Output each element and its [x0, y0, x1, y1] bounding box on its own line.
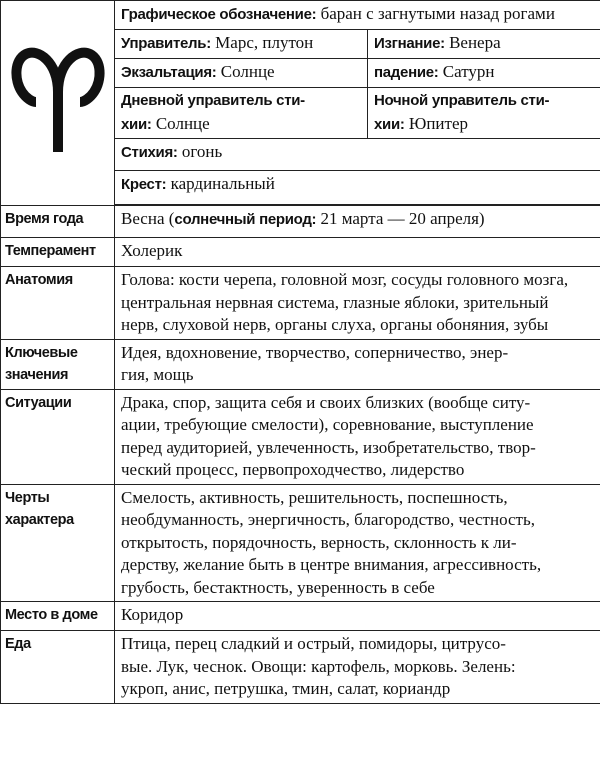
- temperament-label: Темперамент: [1, 238, 115, 267]
- ruler-cell: Управитель: Марс, плутон: [115, 30, 368, 59]
- day-ruler-cell: Дневной управитель сти- хии: Солнце: [115, 88, 368, 139]
- cross-cell: Крест: кардинальный: [115, 171, 600, 205]
- aries-glyph-icon: [8, 40, 108, 160]
- home-value: Коридор: [115, 602, 600, 631]
- anatomy-value: Голова: кости черепа, головной мозг, сосуды головного мозга, центральная нервная система, глазные яблоки, зрительный нерв, слуховой нерв, органы слуха, органы обоняния, зубы: [115, 267, 600, 340]
- situations-label: Ситуации: [1, 389, 115, 484]
- season-value: Весна (солнечный период: 21 марта — 20 апреля): [115, 206, 600, 238]
- food-value: Птица, перец сладкий и острый, помидоры, цитрусо- вые. Лук, чеснок. Овощи: картофель, морковь. Зелень: укроп, анис, петрушка, тмин, салат, кориандр: [115, 631, 600, 704]
- anatomy-label: Анатомия: [1, 267, 115, 340]
- traits-label: Черты характера: [1, 484, 115, 602]
- element-cell: Стихия: огонь: [115, 139, 600, 171]
- night-ruler-cell: Ночной управитель сти- хии: Юпитер: [368, 88, 600, 139]
- keywords-label: Ключевые значения: [1, 339, 115, 389]
- home-label: Место в доме: [1, 602, 115, 631]
- symbol-description: Графическое обозначение: баран с загнутыми назад рогами: [115, 1, 600, 30]
- keywords-value: Идея, вдохновение, творчество, соперничество, энер- гия, мощь: [115, 339, 600, 389]
- situations-value: Драка, спор, защита себя и своих близких (вообще ситу- ации, требующие смелости), соревнование, выступление перед аудиторией, увлеченность, изобретательство, твор- ческий процесс, первопроходчество, лидерство: [115, 389, 600, 484]
- temperament-value: Холерик: [115, 238, 600, 267]
- fall-cell: падение: Сатурн: [368, 59, 600, 88]
- sign-symbol-cell: [1, 1, 115, 206]
- food-label: Еда: [1, 631, 115, 704]
- exaltation-cell: Экзальтация: Солнце: [115, 59, 368, 88]
- traits-value: Смелость, активность, решительность, поспешность, необдуманность, энергичность, благородство, честность, открытость, порядочность, верность, склонность к ли- дерству, желание быть в центре внимания, агрессивность, грубость, бестактность, уверенность в себе: [115, 484, 600, 602]
- season-label: Время года: [1, 206, 115, 238]
- detriment-cell: Изгнание: Венера: [368, 30, 600, 59]
